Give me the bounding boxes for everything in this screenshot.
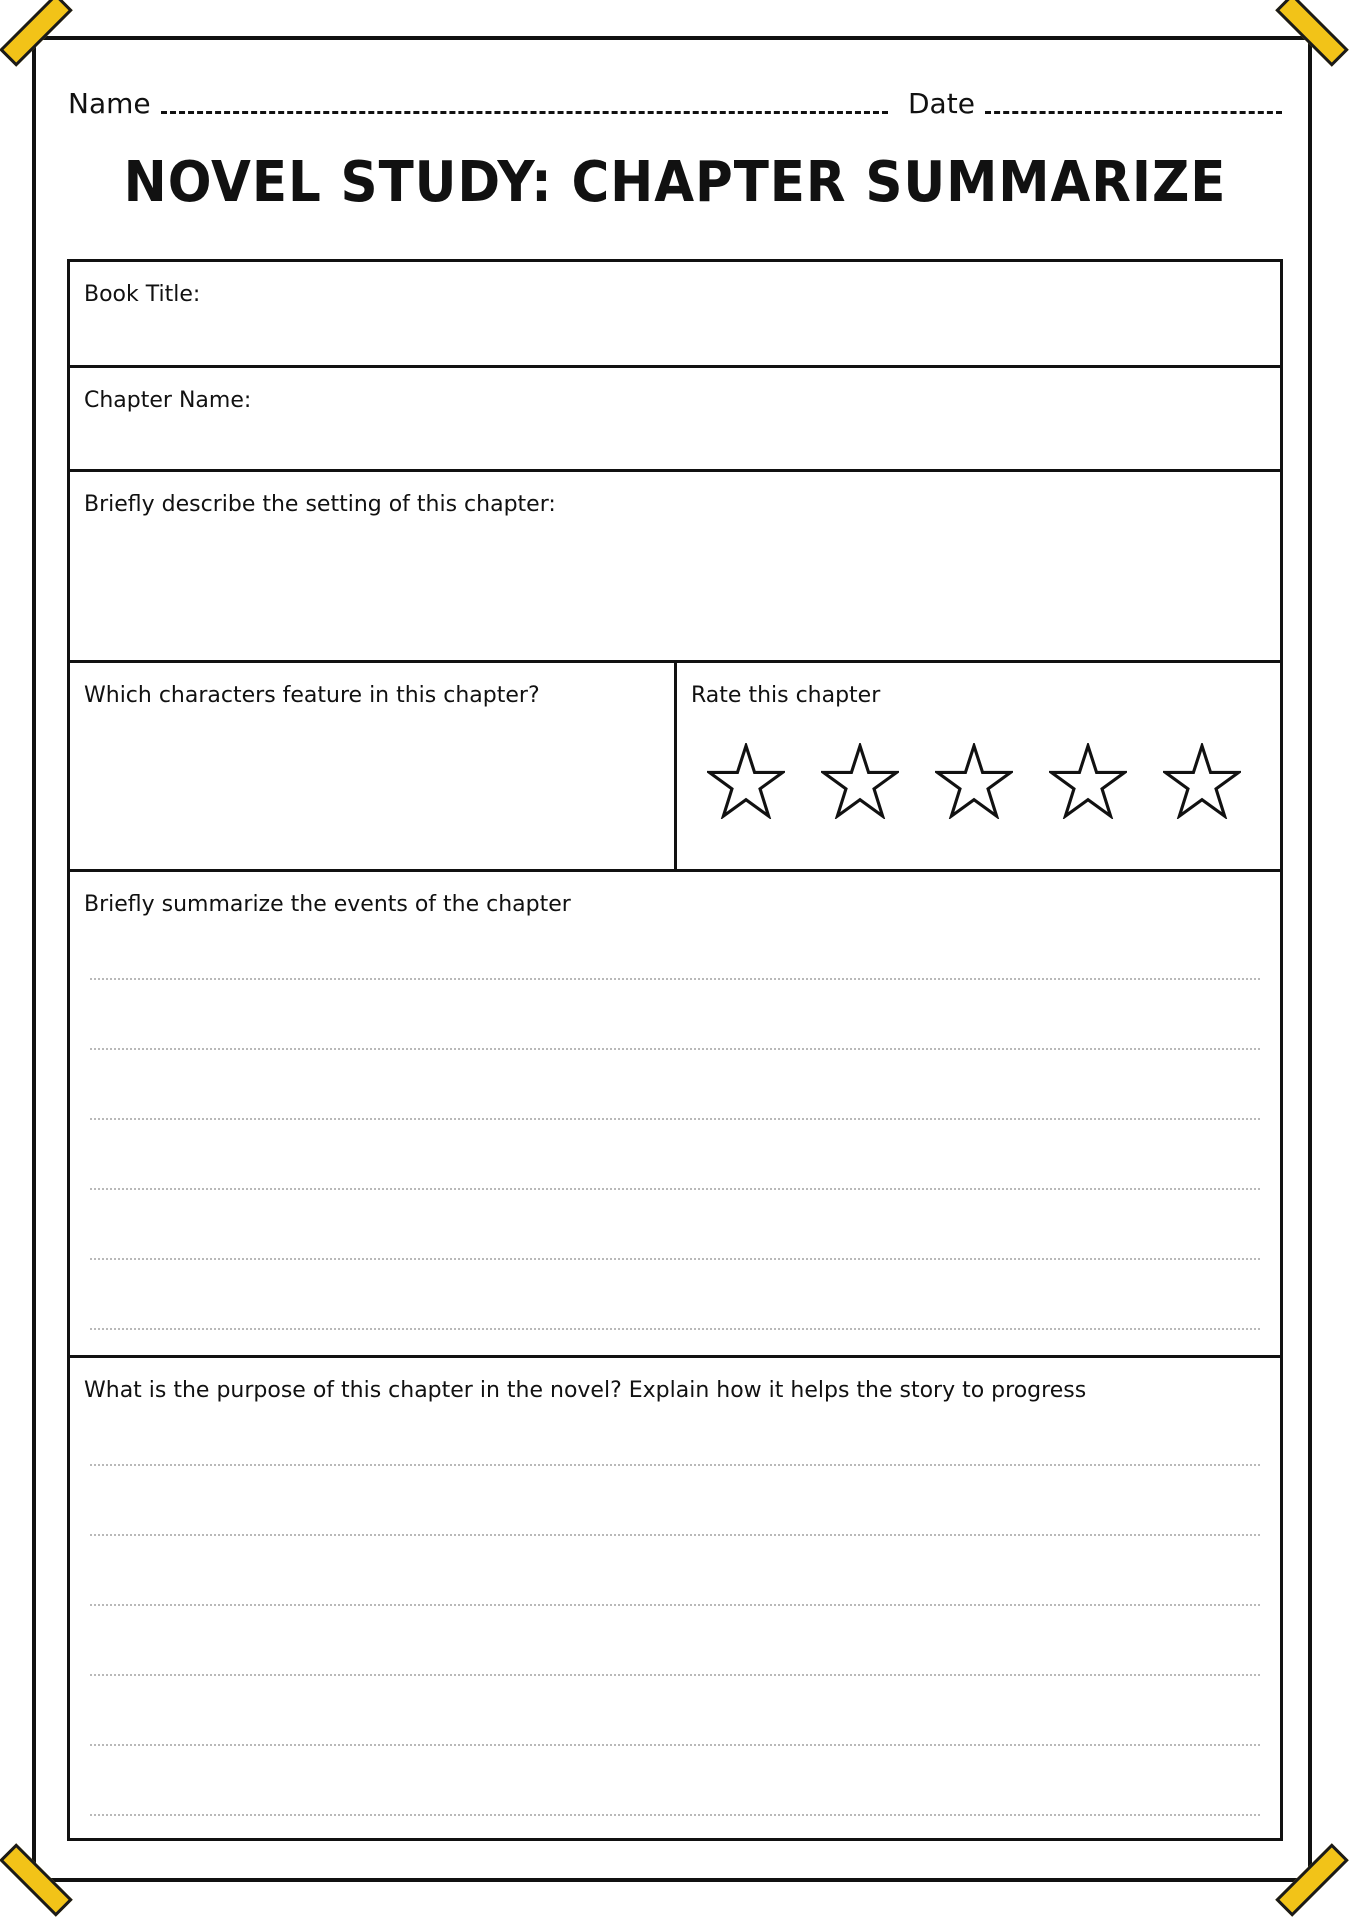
writing-line[interactable] xyxy=(90,1464,1260,1466)
summary-prompt: Briefly summarize the events of the chapter xyxy=(84,892,571,917)
form-box xyxy=(67,259,1283,1841)
rating-section xyxy=(677,663,1280,872)
chapter-name-label: Chapter Name: xyxy=(84,388,252,413)
characters-prompt: Which characters feature in this chapter? xyxy=(84,683,540,708)
writing-line[interactable] xyxy=(90,1534,1260,1536)
rating-prompt: Rate this chapter xyxy=(691,683,881,708)
header-row xyxy=(68,80,1282,124)
chapter-name-section[interactable] xyxy=(70,368,1280,472)
date-label: Date xyxy=(908,87,975,120)
star-icon[interactable] xyxy=(821,743,899,819)
writing-line[interactable] xyxy=(90,1118,1260,1120)
star-icon[interactable] xyxy=(707,743,785,819)
writing-line[interactable] xyxy=(90,1048,1260,1050)
writing-line[interactable] xyxy=(90,1604,1260,1606)
book-title-label: Book Title: xyxy=(84,282,201,307)
characters-section[interactable] xyxy=(70,663,677,872)
date-field[interactable] xyxy=(908,80,1282,120)
writing-line[interactable] xyxy=(90,1814,1260,1816)
writing-line[interactable] xyxy=(90,1188,1260,1190)
writing-line[interactable] xyxy=(90,978,1260,980)
book-title-section[interactable] xyxy=(70,262,1280,368)
setting-prompt: Briefly describe the setting of this chapter: xyxy=(84,492,556,517)
name-blank-line[interactable] xyxy=(161,111,888,114)
summary-section[interactable] xyxy=(70,872,1280,1358)
star-icon[interactable] xyxy=(1049,743,1127,819)
writing-line[interactable] xyxy=(90,1674,1260,1676)
star-rating xyxy=(707,743,1241,819)
name-label: Name xyxy=(68,87,151,120)
purpose-prompt: What is the purpose of this chapter in the novel? Explain how it helps the story to progress xyxy=(84,1378,1087,1403)
page-title: NOVEL STUDY: CHAPTER SUMMARIZE xyxy=(123,150,1227,215)
date-blank-line[interactable] xyxy=(985,111,1282,114)
star-icon[interactable] xyxy=(935,743,1013,819)
writing-line[interactable] xyxy=(90,1258,1260,1260)
star-icon[interactable] xyxy=(1163,743,1241,819)
setting-section[interactable] xyxy=(70,472,1280,663)
writing-line[interactable] xyxy=(90,1744,1260,1746)
purpose-section[interactable] xyxy=(70,1358,1280,1838)
name-field[interactable] xyxy=(68,80,888,120)
writing-line[interactable] xyxy=(90,1328,1260,1330)
